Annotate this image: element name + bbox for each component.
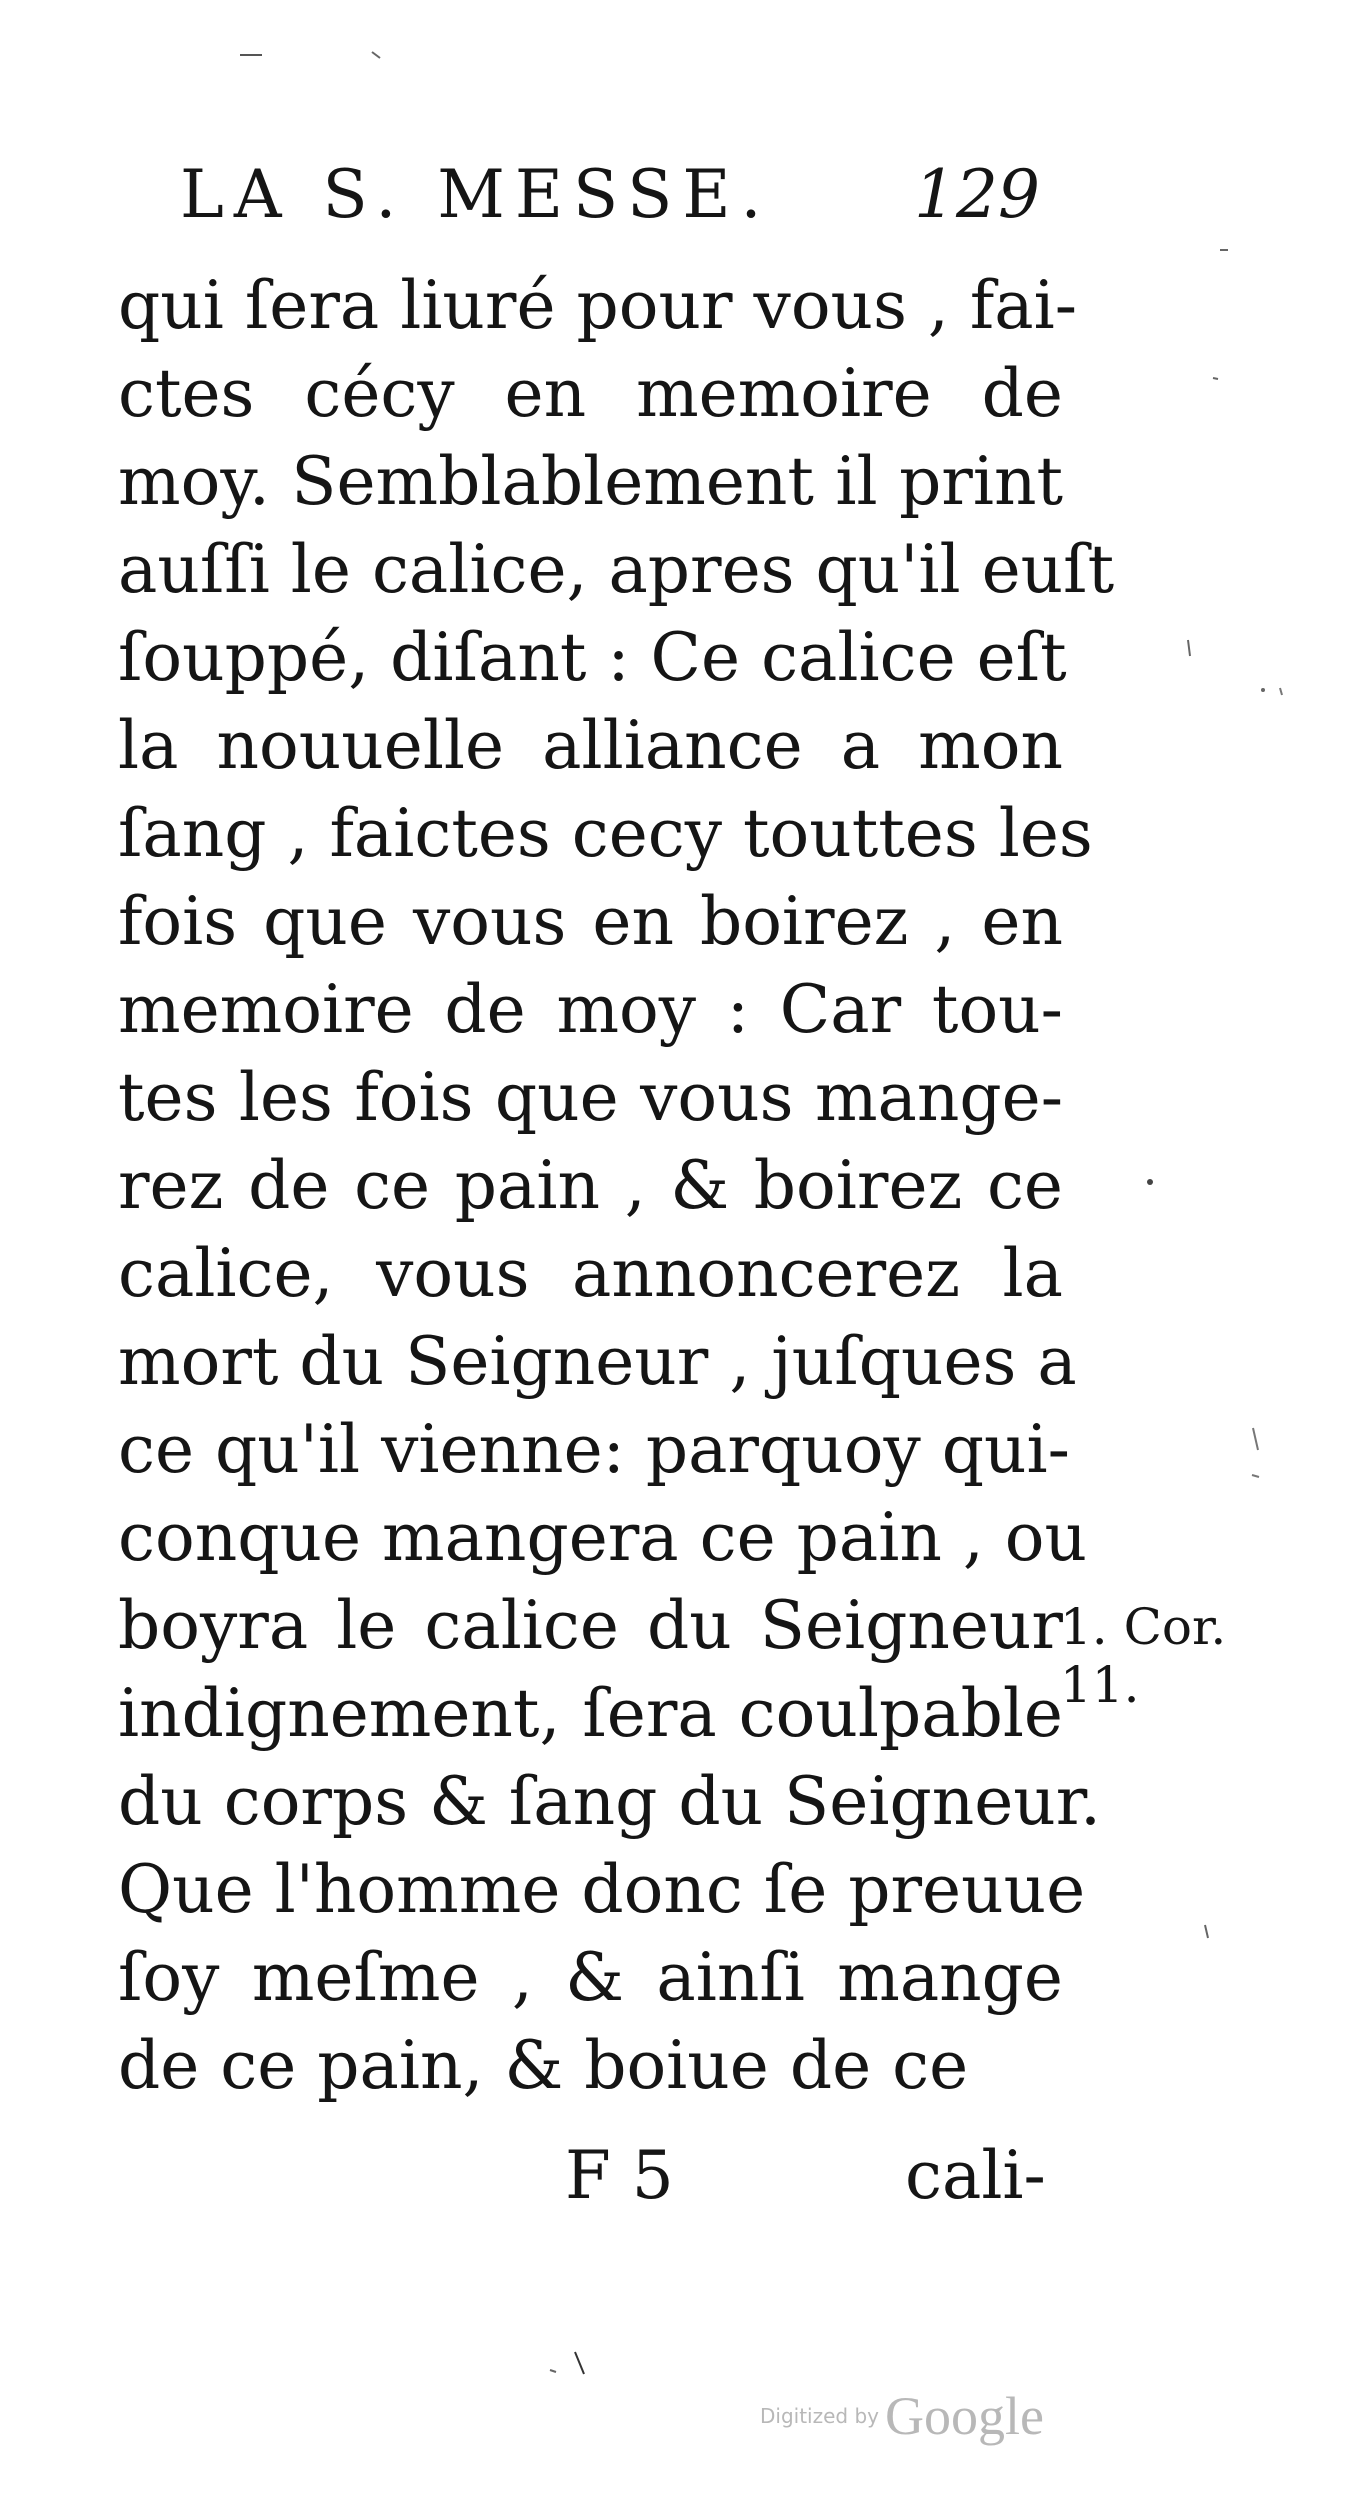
text-line: ſang , faictes cecy touttes les: [118, 795, 1093, 872]
text-line: ce qu'il vienne: parquoy qui-: [118, 1411, 1070, 1488]
text-line: rez de ce pain , & boirez ce: [118, 1147, 1063, 1224]
text-line: conque mangera ce pain , ou: [118, 1499, 1088, 1576]
margin-reference-book: 1. Cor.: [1060, 1598, 1227, 1656]
page-number: 129: [914, 156, 1040, 233]
text-line: calice, vous annoncerez la: [118, 1235, 1063, 1312]
text-line: auſſi le calice, apres qu'il euſt: [118, 531, 1115, 608]
margin-reference-chapter: 11.: [1060, 1656, 1140, 1714]
margin-reference: [1060, 1598, 1240, 1714]
text-line: Que l'homme donc ſe preuue: [118, 1851, 1086, 1928]
text-line: de ce pain, & boiue de ce: [118, 2027, 969, 2104]
text-line: ſouppé, diſant : Ce calice eſt: [118, 619, 1067, 696]
text-line: indignement, ſera coulpable: [118, 1675, 1063, 1752]
signature-mark: F 5: [565, 2137, 674, 2214]
running-title: LA S. MESSE.: [180, 156, 772, 233]
text-line: moy. Semblablement il print: [118, 443, 1063, 520]
running-head: [180, 150, 1040, 240]
text-line: memoire de moy : Car tou-: [118, 971, 1063, 1048]
text-line: ſoy meſme , & ainſi mange: [118, 1939, 1063, 2016]
text-line: ctes cécy en memoire de: [118, 355, 1063, 432]
google-logo: Google: [885, 2386, 1044, 2446]
text-line: fois que vous en boirez , en: [118, 883, 1063, 960]
text-line: du corps & ſang du Seigneur.: [118, 1763, 1102, 1840]
text-line: mort du Seigneur , juſques a: [118, 1323, 1077, 1400]
text-line: qui ſera liuré pour vous , fai-: [118, 267, 1078, 344]
text-line: boyra le calice du Seigneur: [118, 1587, 1063, 1664]
digitized-watermark: [760, 2385, 1044, 2447]
text-line: la nouuelle alliance a mon: [118, 707, 1063, 784]
catchword: cali-: [905, 2137, 1046, 2214]
text-line: tes les fois que vous mange-: [118, 1059, 1063, 1136]
digitized-prefix: Digitized by: [760, 2404, 879, 2428]
